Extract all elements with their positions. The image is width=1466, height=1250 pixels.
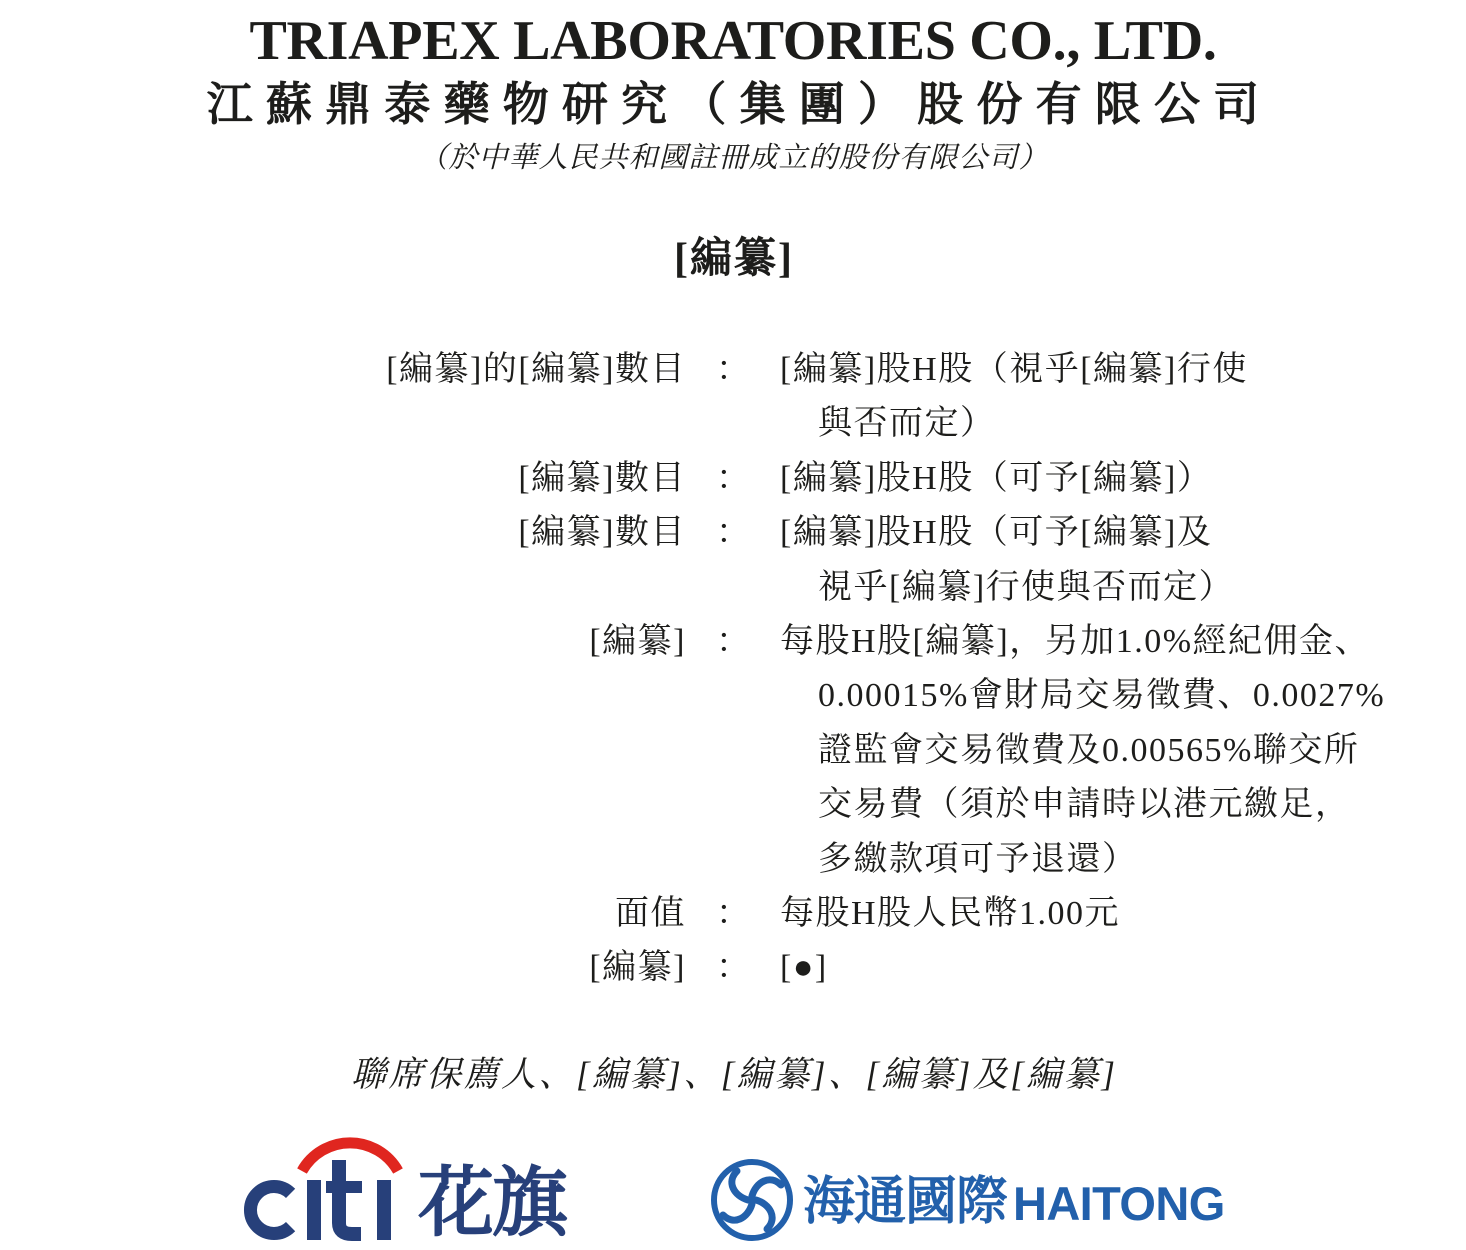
offering-terms-table bbox=[0, 343, 1466, 996]
citi-letter-i bbox=[307, 1180, 321, 1240]
section-title: [編纂] bbox=[674, 236, 794, 282]
term-value-line: 每股H股[編纂]，另加1.0%經紀佣金、 bbox=[780, 623, 1371, 661]
term-row bbox=[0, 941, 1466, 995]
term-separator: ： bbox=[716, 514, 750, 552]
term-row bbox=[0, 452, 1466, 506]
term-value-line: 每股H股人民幣1.00元 bbox=[780, 895, 1121, 933]
emblem-swirl-arm bbox=[752, 1180, 781, 1196]
term-value-line: 多繳款項可予退還） bbox=[818, 840, 1138, 878]
emblem-center-dot bbox=[747, 1195, 757, 1205]
term-value bbox=[780, 506, 1466, 615]
company-name-chinese: 江蘇鼎泰藥物研究（集團）股份有限公司 bbox=[206, 79, 1273, 130]
term-value bbox=[780, 343, 1466, 452]
term-separator: ： bbox=[716, 949, 750, 987]
term-value bbox=[780, 941, 1466, 995]
emblem-swirl-arm bbox=[723, 1204, 752, 1220]
citi-letter-t-stem bbox=[339, 1160, 361, 1234]
emblem-swirl-arm bbox=[732, 1171, 748, 1200]
term-value-line: [編纂]股H股（可予[編纂]） bbox=[780, 459, 1213, 497]
incorporation-note: （於中華人民共和國註冊成立的股份有限公司） bbox=[418, 142, 1049, 174]
emblem-swirl bbox=[723, 1171, 781, 1229]
term-value-line: [編纂]股H股（視乎[編纂]行使 bbox=[780, 351, 1248, 388]
citi-chinese-name: 花旗 bbox=[418, 1161, 566, 1246]
term-label: 面值 bbox=[615, 895, 686, 933]
company-name-english: TRIAPEX LABORATORIES CO., LTD. bbox=[249, 10, 1217, 72]
term-value bbox=[780, 887, 1466, 941]
term-separator: ： bbox=[716, 459, 750, 497]
term-label: [編纂]的[編纂]數目 bbox=[386, 351, 686, 388]
term-separator: ： bbox=[716, 895, 750, 933]
citi-letter-t-bar bbox=[326, 1181, 362, 1193]
term-row bbox=[0, 343, 1466, 452]
term-row bbox=[0, 615, 1466, 887]
citi-logo-icon bbox=[240, 1135, 410, 1245]
term-value-line: 與否而定） bbox=[818, 405, 996, 443]
term-value-line: 交易費（須於申請時以港元繳足， bbox=[818, 786, 1351, 824]
haitong-emblem-icon bbox=[710, 1158, 794, 1242]
term-value-line: 0.00015%會財局交易徵費、0.0027% bbox=[818, 677, 1386, 715]
term-row bbox=[0, 887, 1466, 941]
haitong-english-name: HAITONG bbox=[1013, 1177, 1225, 1230]
term-value bbox=[780, 615, 1466, 887]
term-value bbox=[780, 452, 1466, 506]
citi-arc bbox=[302, 1143, 398, 1171]
term-label: [編纂]數目 bbox=[518, 514, 686, 552]
term-label: [編纂] bbox=[589, 949, 686, 987]
joint-sponsors-line: 聯席保薦人、[編纂]、[編纂]、[編纂]及[編纂] bbox=[351, 1055, 1118, 1094]
term-value-line: 證監會交易徵費及0.00565%聯交所 bbox=[818, 731, 1360, 769]
citi-letter-i bbox=[377, 1180, 391, 1240]
term-value-line: [●] bbox=[780, 949, 828, 987]
emblem-swirl-arm bbox=[756, 1200, 772, 1229]
term-label: [編纂]數目 bbox=[518, 459, 686, 497]
term-separator: ： bbox=[716, 351, 750, 388]
haitong-chinese-name: 海通國際 bbox=[803, 1173, 1008, 1231]
term-row bbox=[0, 506, 1466, 615]
term-value-line: 視乎[編纂]行使與否而定） bbox=[818, 568, 1235, 606]
citi-letter-c bbox=[250, 1187, 290, 1234]
term-label: [編纂] bbox=[589, 623, 686, 661]
term-separator: ： bbox=[716, 623, 750, 661]
term-value-line: [編纂]股H股（可予[編纂]及 bbox=[780, 514, 1213, 552]
